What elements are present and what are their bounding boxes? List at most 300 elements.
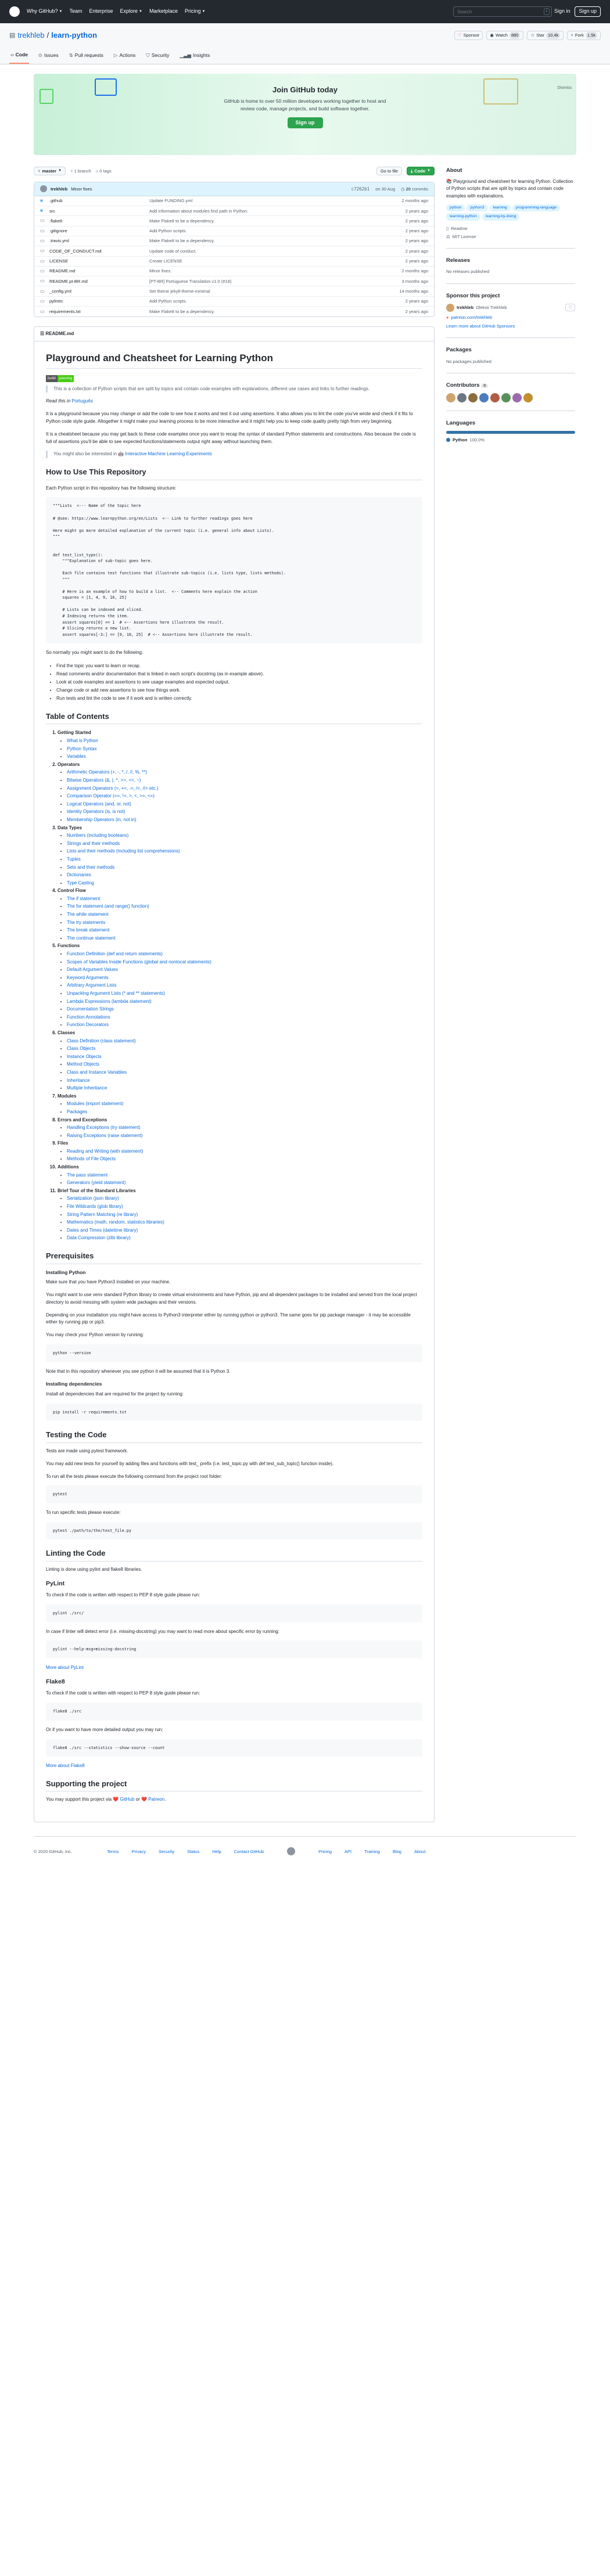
list-item: • Find the topic you want to learn or recap. [56,662,422,670]
table-row[interactable] [34,297,434,307]
test-paragraph-3: To run all the tests please execute the following command from the project root folder: [46,1473,223,1479]
toc-link[interactable]: File Wildcards (glob library) [67,1204,123,1210]
toc-section-title: Files [58,1141,69,1146]
toc-section-title: Errors and Exceptions [58,1117,107,1122]
nav-enterprise[interactable]: Enterprise [89,8,113,15]
toc-item [67,753,422,761]
file-icon: ▭ [40,288,45,294]
banner-text: GitHub is home to over 50 million developers working together to host and review code, manage projects, and build software together. [224,98,386,111]
tags-link[interactable]: ⌂ 0 tags [95,168,112,174]
toc-item [67,792,422,800]
contributors-heading[interactable]: Contributors 9 [446,382,575,390]
install-paragraph-4: You may check your Python version by running: [46,1332,144,1338]
file-commit-message[interactable]: Update code of conduct. [149,248,197,254]
prerequisites-heading: Prerequisites [46,1250,422,1264]
sponsor-row [446,304,575,312]
table-row[interactable] [34,196,434,206]
support-paragraph: You may support this project via ❤️ GitHub or ❤️ Patreon. [46,1797,166,1803]
fork-icon: ⑂ [570,33,573,38]
table-row[interactable] [34,286,434,296]
toc-item [67,990,422,998]
toc-section [58,824,422,887]
toc-section-title: Classes [58,1030,76,1035]
toc-link[interactable]: Dictionaries [67,872,91,878]
flake8-heading: Flake8 [46,1678,65,1685]
footer-link[interactable]: Terms [106,1848,119,1854]
ml-experiments-link[interactable]: Interactive Machine Learning Experiments [125,451,212,457]
toc-link[interactable]: Assignment Operators (=, +=, -=, /=, //= etc.) [67,785,159,791]
file-icon: ▭ [40,268,45,274]
toc-item [67,1108,422,1116]
toc-item [67,926,422,934]
portuguese-link[interactable]: Português [71,398,93,404]
packages-heading[interactable]: Packages [446,347,472,354]
file-name-link[interactable]: README.pt-BR.md [49,278,88,284]
footer-link[interactable]: Security [159,1848,175,1854]
file-name-link[interactable]: .flake8 [49,218,63,224]
topic-tag[interactable]: learning [490,204,511,211]
toc-link[interactable]: Reading and Writing (with statement) [67,1148,143,1154]
toc-section [58,942,422,1029]
watch-button[interactable]: ◉ Watch 880 [486,31,523,39]
sidebar [446,167,575,1822]
file-icon: ▭ [40,218,45,224]
repo-name-link[interactable]: learn-python [51,31,98,40]
file-commit-time: 2 years ago [405,309,428,315]
table-row[interactable] [34,236,434,246]
cheatsheet-paragraph: It is a cheatsheet because you may get back to these code examples once you want to recap the syntax of standard Python statements and constructions. Also because the code is full of assertions you'll be able to see expected functions/statements output right away without launching them. [46,431,416,444]
version-code-block: python --version [46,1344,422,1362]
steps-list [46,662,422,703]
footer-link[interactable]: Pricing [318,1848,332,1854]
file-name-link[interactable]: requirements.txt [49,309,81,315]
list-item: • Look at code examples and assertions to see usage examples and expected output. [56,678,422,686]
toc-item [67,1060,422,1068]
topic-tag[interactable]: python3 [467,204,487,211]
banner-sign-up-button[interactable]: Sign up [288,117,323,129]
commit-hash[interactable]: c7262b1 [351,186,370,192]
avatar[interactable] [468,393,478,402]
file-commit-time: 2 months ago [401,198,428,204]
file-commit-message[interactable]: Minor fixes. [149,268,172,274]
toc-sublist [58,737,422,761]
file-icon: ▭ [40,298,45,304]
avatar[interactable] [523,393,533,402]
toc-item [67,1053,422,1061]
toc-link[interactable]: The break statement [67,927,110,933]
code-icon: ‹› [10,52,14,57]
file-list [34,182,435,318]
avatar[interactable] [501,393,511,402]
toc-link[interactable]: Method Objects [67,1062,100,1067]
build-status-badge[interactable]: build passing [46,375,74,382]
sponsor-username[interactable]: trekhleb [457,305,474,311]
avatar[interactable] [457,393,467,402]
footer-link[interactable]: Help [212,1848,221,1854]
linting-heading: Linting the Code [46,1548,422,1562]
toc-item [67,832,422,840]
law-icon: ⚖ [446,233,450,239]
branch-select[interactable]: ⑂ master ▼ [34,167,66,175]
toc-item [67,855,422,864]
toc-link[interactable]: Instance Objects [67,1053,102,1059]
toc-section [58,1187,422,1242]
toc-link[interactable]: Numbers (including booleans) [67,833,129,839]
commits-count[interactable]: ◷ 20 commits [401,186,428,192]
footer-link[interactable]: Contact GitHub [234,1848,264,1854]
toc-link[interactable]: Scopes of Variables Inside Functions (global and nonlocal statements) [67,959,211,965]
dismiss-banner-link[interactable]: Dismiss [557,85,572,90]
toc-link[interactable]: Class and Instance Variables [67,1069,127,1075]
how-to-use-heading: How to Use This Repository [46,466,422,480]
eye-icon: ◉ [490,33,494,38]
pylint-help-code-block: pylint --help-msg=missing-docstring [46,1640,422,1658]
nav-why-github[interactable]: Why GitHub? ▼ [27,8,63,15]
toc-link[interactable]: Arithmetic Operators (+, -, *, /, //, %, **) [67,769,148,775]
tab-code[interactable]: ‹› Code [9,49,29,64]
avatar[interactable] [490,393,500,402]
patreon-row[interactable]: ● patreon.com/trekhleb [446,314,492,320]
flake8-stats-code-block: flake8 ./src --statistics --show-source --count [46,1739,422,1757]
more-pylint-link[interactable]: More about PyLint [46,1664,84,1670]
branches-link[interactable]: ⑂ 1 branch [70,168,91,174]
toc-link[interactable]: Modules (import statement) [67,1101,124,1107]
toc-sublist [58,1147,422,1163]
installing-deps-heading: Installing dependencies [46,1381,102,1387]
topics-list [446,204,575,220]
toc-link[interactable]: Variables [67,754,86,760]
toc-section [58,1163,422,1187]
language-dot-icon [446,438,450,442]
intro-quote: This is a collection of Python scripts that are split by topics and contain code examples with explanations, different use cases and links to further readings. [46,386,422,393]
file-commit-time: 2 months ago [401,268,428,274]
test-paragraph-1: Tests are made using pytest framework. [46,1448,128,1454]
toc-link[interactable]: Function Annotations [67,1014,110,1020]
patreon-icon: ● [446,314,449,320]
toc-item [67,785,422,793]
toc-link[interactable]: Python Syntax [67,746,97,751]
sponsor-learn-more[interactable]: Learn more about GitHub Sponsors [446,323,515,329]
toc-item [67,1147,422,1156]
toc-link[interactable]: Packages [67,1109,88,1114]
table-row[interactable] [34,307,434,316]
topic-tag[interactable]: python [446,204,465,211]
pytest-code-block: pytest [46,1485,422,1503]
toc-link[interactable]: Methods of File Objects [67,1156,116,1162]
readme-link[interactable]: ▯ Readme [446,225,468,231]
file-commit-message[interactable]: Update FUNDING.yml [149,198,193,204]
toc-link[interactable]: Strings and their methods [67,840,120,846]
patreon-link[interactable]: Patreon [148,1797,165,1803]
footer-link[interactable]: Training [364,1848,380,1854]
file-commit-message[interactable]: Create LICENSE [149,258,182,264]
toc-item [67,879,422,887]
footer-link[interactable]: API [345,1848,352,1854]
toc-link[interactable]: Identity Operators (is, is not) [67,809,125,815]
toc-item [67,737,422,745]
toc-link[interactable]: String Pattern Matching (re library) [67,1211,138,1217]
file-commit-time: 2 years ago [405,248,428,254]
file-name-link[interactable]: pylintrc [49,298,63,304]
github-mark-icon[interactable] [287,1847,295,1855]
commit-message[interactable]: Minor fixes [71,186,92,192]
table-row[interactable] [34,246,434,256]
readme-panel [34,326,435,1822]
toc-link[interactable]: The try statements [67,919,106,925]
toc-link[interactable]: Serialization (json library) [67,1196,119,1201]
toc-link[interactable]: Unpacking Argument Lists (* and ** statements) [67,991,165,996]
toc-link[interactable]: Multiple Inheritance [67,1085,107,1091]
avatar[interactable] [479,393,489,402]
install-paragraph-1: Make sure that you have Python3 installed on your machine. [46,1279,171,1285]
toc-link[interactable]: Function Definition (def and return statements) [67,951,163,957]
nav-marketplace[interactable]: Marketplace [149,8,178,15]
toc-item [67,1005,422,1013]
playground-paragraph: It is a playground because you may change or add the code to see how it works and test it out using assertions. It also allows you to lint the code you've wrote and check if it fits to Python code style guide. Altogether it might make your learning process to be more interactive and it might help you to keep code quality pretty high from very beginning. [46,411,413,424]
toc-item [67,966,422,974]
toc-link[interactable]: Keyword Arguments [67,974,109,980]
toc-link[interactable]: Documentation Strings [67,1006,114,1012]
toc-section-title: Brief Tour of the Standard Libraries [58,1188,136,1193]
toc-item [67,808,422,816]
history-icon: ◷ [401,186,406,192]
file-name-link[interactable]: CODE_OF_CONDUCT.md [49,248,102,254]
readme-title: Playground and Cheatsheet for Learning Python [46,351,422,369]
toc-section [58,1116,422,1140]
toc-link[interactable]: Function Decorators [67,1022,109,1028]
topic-tag[interactable]: learning-python [446,213,480,220]
toc-link[interactable]: Lists and their methods (including list comprehensions) [67,848,180,854]
toc-item [67,1211,422,1219]
banner-title: Join GitHub today [272,85,338,94]
list-item: • Change code or add new assertions to see how things work. [56,686,422,695]
repo-title [9,30,97,41]
toc-link[interactable]: Raising Exceptions (raise statement) [67,1132,143,1138]
table-row[interactable] [34,206,434,216]
file-commit-message[interactable]: Set theme jekyll-theme-minimal [149,288,210,294]
toc-link[interactable]: Class Objects [67,1046,96,1052]
file-commit-time: 2 years ago [405,208,428,214]
language-item[interactable]: Python 100.0% [446,437,575,443]
toc-sublist [58,1124,422,1139]
file-commit-time: 14 months ago [399,288,428,294]
star-button[interactable]: ☆ Star 10.4k [527,31,564,39]
toc-link[interactable]: Logical Operators (and, or, not) [67,801,131,807]
download-icon: ⤓ [410,168,413,174]
toc-link[interactable]: The for statement (and range() function) [67,904,149,909]
toc-link[interactable]: Class Definition (class statement) [67,1038,136,1044]
file-commit-message[interactable]: Make Flake8 to be a dependency. [149,218,215,224]
pylint-paragraph-2: In case if linter will detect error (i.e. missing-docstring) you may want to read more about specific error by running: [46,1628,279,1634]
topic-tag[interactable]: learning-by-doing [482,213,520,220]
toc-link[interactable]: Lambda Expressions (lambda statement) [67,998,152,1004]
nav-team[interactable]: Team [69,8,82,15]
file-icon: ▭ [40,238,45,244]
file-name-link[interactable]: src [49,208,55,214]
toc-link[interactable]: Inheritance [67,1077,90,1083]
toc-link[interactable]: Comparison Operator (==, !=, >, <, >=, <=) [67,793,155,799]
commit-author[interactable]: trekhleb [51,186,68,192]
toc-link[interactable]: Dates and Times (datetime library) [67,1227,138,1233]
play-icon: ▷ [113,52,118,58]
toc-section [58,729,422,760]
toc-link[interactable]: Membership Operators (in, not in) [67,816,137,822]
toc-link[interactable]: Type Casting [67,880,94,886]
table-of-contents [46,729,422,1242]
toc-sublist [58,1171,422,1187]
toc-sublist [58,1100,422,1116]
toc-link[interactable]: Sets and their methods [67,864,115,870]
tab-insights[interactable]: ▁▃▅ Insights [180,52,210,58]
code-download-button[interactable]: ⤓ Code ▼ [407,167,435,175]
toc-section-title: Data Types [58,825,82,830]
file-commit-time: 2 years ago [405,218,428,224]
toc-link[interactable]: The while statement [67,912,109,918]
toc-item [67,1124,422,1132]
normally-paragraph: So normally you might want to do the following: [46,650,143,656]
file-name-link[interactable]: README.md [49,268,76,274]
sponsor-fullname: Oleksii Trekhleb [476,305,507,311]
heart-sponsor-button[interactable]: ♡ [565,304,575,311]
footer-link[interactable]: Blog [392,1848,401,1854]
toc-section-title: Modules [58,1093,77,1099]
packages-text: No packages published [446,358,491,364]
go-to-file-button[interactable]: Go to file [376,167,402,175]
toc-sublist [58,768,422,823]
toc-link[interactable]: The pass statement [67,1172,108,1178]
toc-link[interactable]: Tuples [67,856,81,862]
nav-pricing[interactable]: Pricing ▼ [185,8,206,15]
toc-item [67,958,422,966]
license-link[interactable]: ⚖ MIT License [446,233,476,239]
file-icon: ▭ [40,308,45,314]
branch-icon: ⑂ [70,168,73,174]
join-banner [34,74,576,155]
toc-link[interactable]: Arbitrary Argument Lists [67,983,117,988]
avatar[interactable] [446,304,454,312]
toc-link[interactable]: The if statement [67,895,101,901]
file-name-link[interactable]: .github [49,198,63,204]
tab-pull-requests[interactable]: ⇅ Pull requests [69,52,103,58]
how-paragraph: Each Python script in this repository has the following structure: [46,485,177,491]
footer-link[interactable]: About [414,1848,426,1854]
file-name-link[interactable]: .gitignore [49,228,67,234]
repo-header [0,23,610,64]
toc-item [67,1077,422,1085]
nav-explore[interactable]: Explore ▼ [120,8,142,15]
file-commit-message[interactable]: Add Python scripts. [149,228,187,234]
list-item: • Run tests and lint the code to see if it work and is written correctly. [56,695,422,703]
chevron-down-icon: ▼ [59,9,63,13]
toc-link[interactable]: The continue statement [67,935,116,941]
toc-link[interactable]: Bitwise Operators (&, |, ^, >>, <<, ~) [67,777,141,783]
chevron-down-icon: ▼ [202,9,206,13]
table-row[interactable] [34,267,434,276]
chevron-down-icon: ▼ [427,169,430,173]
file-name-link[interactable]: .travis.yml [49,238,69,244]
toc-link[interactable]: Data Compression (zlib library) [67,1235,131,1241]
copyright: © 2020 GitHub, Inc. [34,1848,72,1854]
tab-issues[interactable]: ⊙ Issues [38,52,59,58]
github-sponsor-link[interactable]: GitHub [120,1797,135,1803]
avatar[interactable] [40,185,47,192]
toc-link[interactable]: Mathematics (math, random, statistics libraries) [67,1219,164,1225]
table-row[interactable] [34,216,434,226]
ml-experiments-quote: You might also be interested in 🤖 Interactive Machine Learning Experiments [46,451,422,458]
file-commit-message[interactable]: Add information about modules find path in Python. [149,208,249,214]
branch-icon: ⑂ [38,168,41,174]
table-row[interactable] [34,276,434,286]
footer-link[interactable]: Privacy [131,1848,146,1854]
toc-item [67,1068,422,1077]
decorative-shape [40,89,53,104]
file-commit-time: 3 months ago [401,278,428,284]
toc-section-title: Additions [58,1164,79,1170]
avatar[interactable] [512,393,522,402]
toc-link[interactable]: What is Python [67,738,98,744]
github-logo-icon[interactable] [9,6,20,17]
file-controls [34,167,435,176]
file-commit-message[interactable]: Make Flake8 to be a dependency. [149,238,215,244]
sign-up-button[interactable]: Sign up [575,6,601,17]
star-icon: ☆ [530,33,535,38]
toc-sublist [58,895,422,942]
decorative-shape [95,78,117,96]
releases-heading[interactable]: Releases [446,257,471,264]
file-commit-message[interactable]: [PT-BR] Portuguese Translation v1.0 (#18) [149,278,232,284]
tab-actions[interactable]: ▷ Actions [113,52,136,58]
readme-filename: ☰ README.md [34,327,434,341]
file-name-link[interactable]: _config.yml [49,288,71,294]
toc-item [67,840,422,848]
fork-button[interactable]: ⑂ Fork 1.5k [567,31,601,39]
toc-item [67,950,422,958]
search-input[interactable] [453,6,552,17]
toc-section [58,1092,422,1116]
toc-link[interactable]: Default Argument Values [67,967,118,973]
toc-item [67,1234,422,1242]
toc-item [67,981,422,990]
folder-icon: ■ [40,208,43,214]
repo-owner-link[interactable]: trekhleb [17,31,45,40]
toc-item [67,776,422,785]
sign-in-link[interactable]: Sign in [554,8,570,15]
toc-item [67,1171,422,1179]
toc-item [67,847,422,855]
toc-link[interactable]: Generators (yield statement) [67,1180,126,1186]
toc-item [67,1084,422,1092]
table-row[interactable] [34,226,434,236]
table-row[interactable] [34,257,434,267]
tag-icon: ⌂ [95,168,99,174]
toc-link[interactable]: Handling Exceptions (try statement) [67,1125,141,1131]
file-commit-message[interactable]: Add Python scripts. [149,298,187,304]
install-paragraph-5: Note that in this repository whenever you see python it will be assumed that it is Python 3. [46,1368,231,1374]
footer-link[interactable]: Status [187,1848,200,1854]
avatar[interactable] [446,393,455,402]
tab-security[interactable]: ⛉ Security [146,52,170,58]
more-flake8-link[interactable]: More about Flake8 [46,1763,85,1769]
test-paragraph-2: You may add new tests for yourself by adding files and functions with test_ prefix (i.e. test_topic.py with def test_sub_topic() function inside). [46,1460,334,1466]
pytest-file-code-block: pytest ./path/to/the/test_file.py [46,1522,422,1540]
decorative-shape [483,78,518,105]
list-icon: ☰ [40,331,46,337]
file-commit-message[interactable]: Make Flake8 to be a dependency. [149,309,215,315]
topic-tag[interactable]: programming-language [512,204,560,211]
toc-section-title: Getting Started [58,730,91,736]
sponsor-button[interactable]: ♡ Sponsor [454,31,483,39]
file-name-link[interactable]: LICENSE [49,258,69,264]
